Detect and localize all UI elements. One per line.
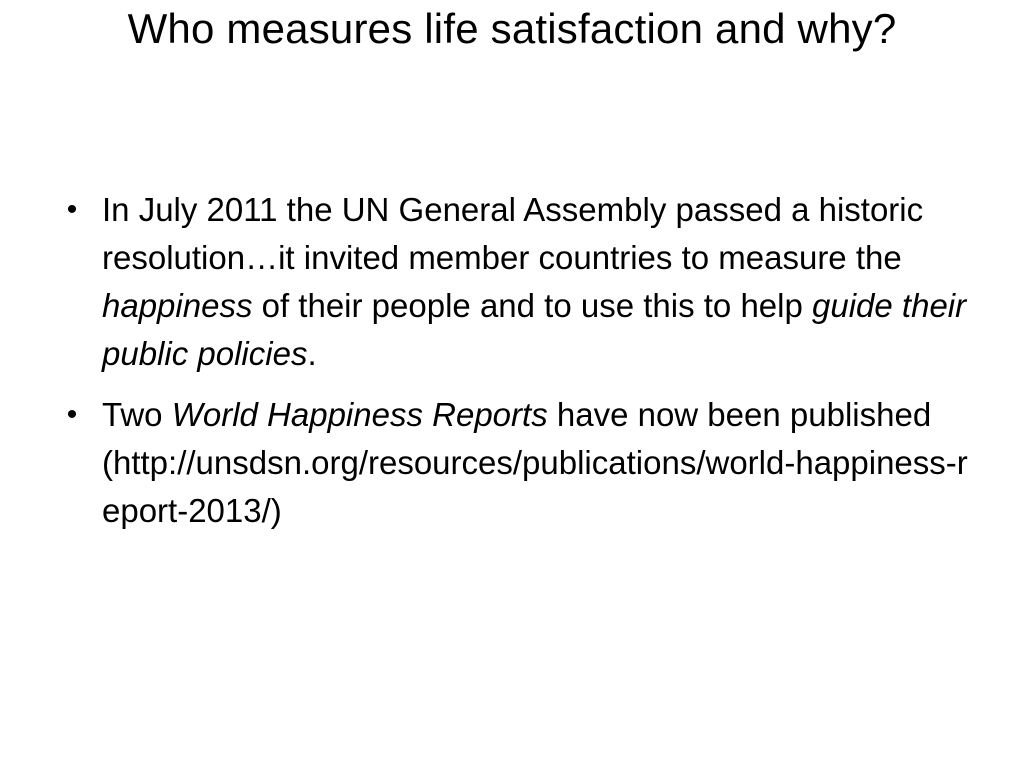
bullet-item-un-resolution: [58, 186, 968, 378]
text-run-italic: guide their public policies: [102, 287, 967, 372]
slide-title: Who measures life satisfaction and why?: [127, 5, 897, 52]
text-run: have now been published: [547, 396, 932, 433]
bullet-text: [102, 186, 968, 378]
bullet-marker: •: [66, 193, 78, 226]
text-run: of their people and to use this to help: [252, 287, 813, 324]
text-run-italic: World Happiness Reports: [171, 396, 548, 433]
report-url-text: (http://unsdsn.org/resources/publications/world-happiness-report-2013/): [102, 444, 968, 529]
bullet-text: [102, 391, 968, 535]
bullet-list: [58, 186, 968, 548]
text-run-italic: happiness: [102, 287, 253, 324]
text-run: .: [307, 335, 317, 372]
text-run: Two: [102, 396, 172, 433]
text-run: In July 2011 the UN General Assembly passed a historic resolution…it invited member countries to measure the: [102, 191, 924, 276]
bullet-item-world-happiness-reports: [58, 391, 968, 535]
bullet-marker: •: [66, 398, 78, 431]
